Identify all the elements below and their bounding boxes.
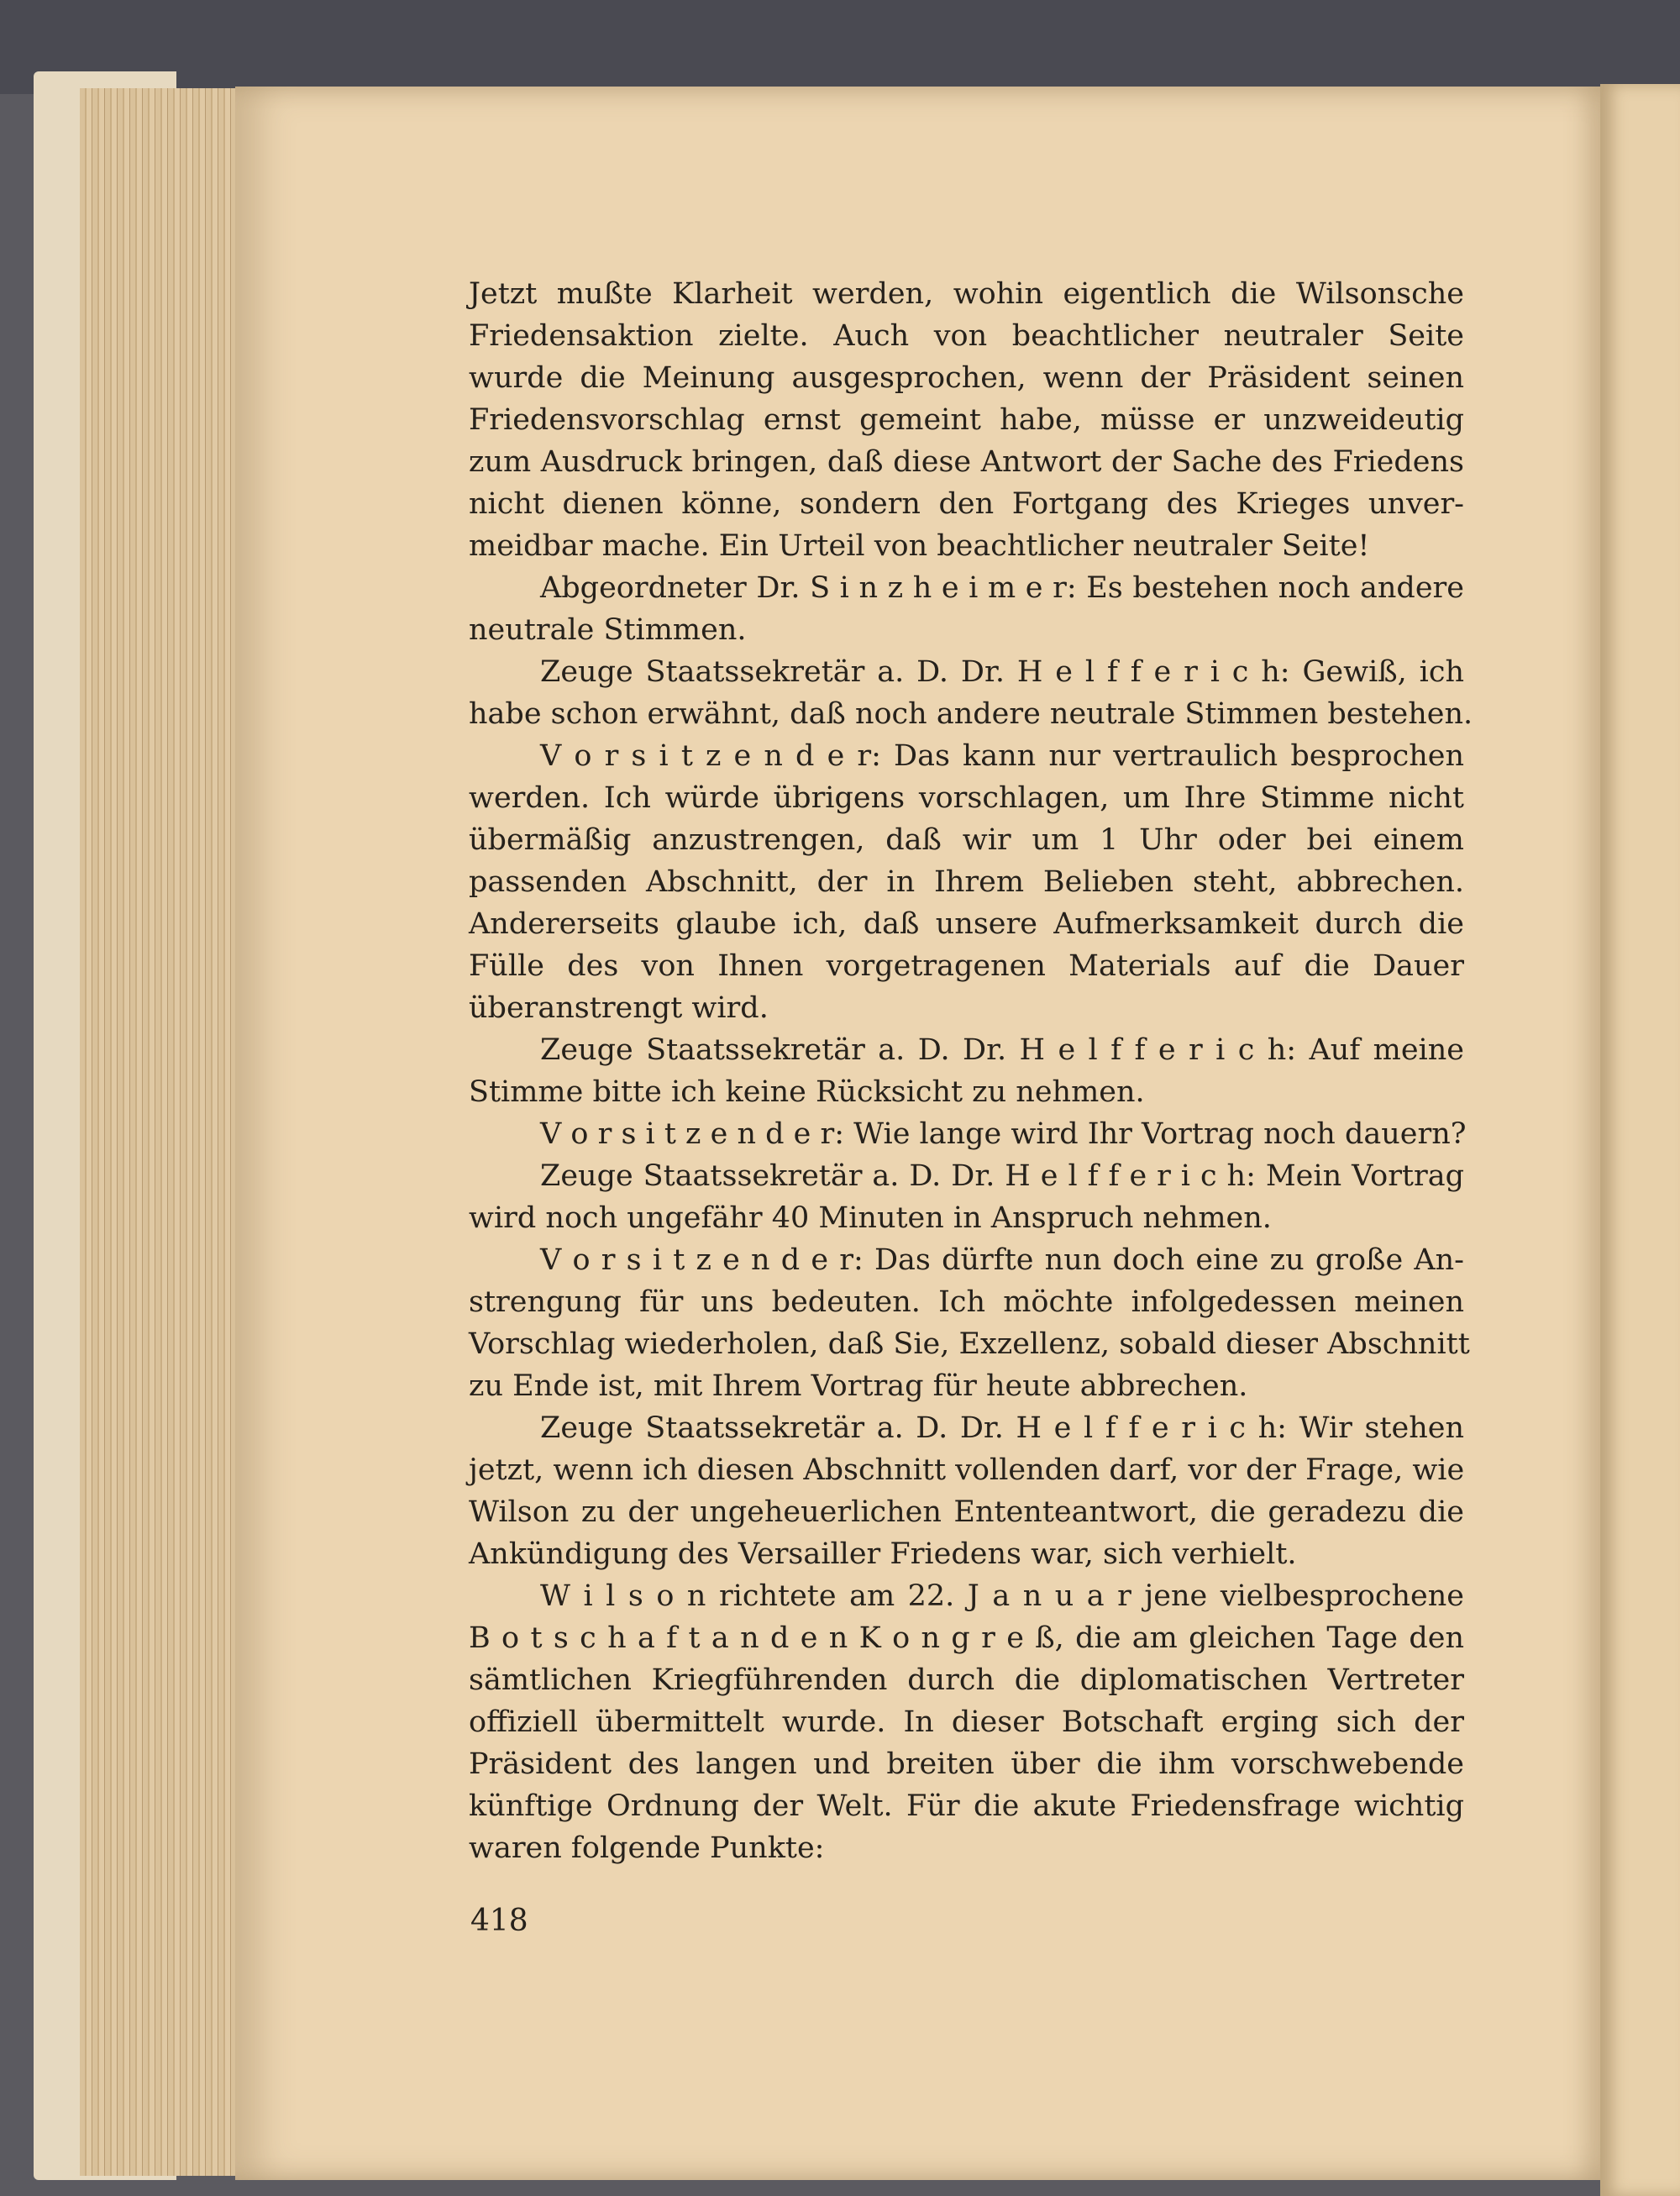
text-line: V o r s i t z e n d e r: Wie lange wird Ihr Vortrag noch dauern? bbox=[540, 1117, 1467, 1151]
text-line: passenden Abschnitt, der in Ihrem Belieben steht, abbrechen. bbox=[469, 865, 1464, 899]
text-line: strengung für uns bedeuten. Ich möchte infolgedessen meinen bbox=[469, 1285, 1464, 1319]
text-line: Jetzt mußte Klarheit werden, wohin eigentlich die Wilsonsche bbox=[469, 277, 1464, 311]
text-line: Wilson zu der ungeheuerlichen Ententeantwort, die geradezu die bbox=[469, 1495, 1464, 1529]
text-line: offiziell übermittelt wurde. In dieser Botschaft erging sich der bbox=[469, 1705, 1464, 1739]
text-line: W i l s o n richtete am 22. J a n u a r jene vielbesprochene bbox=[540, 1579, 1464, 1613]
text-line: V o r s i t z e n d e r: Das dürfte nun doch eine zu große An- bbox=[540, 1243, 1464, 1277]
text-line: Zeuge Staatssekretär a. D. Dr. H e l f f e r i c h: Mein Vortrag bbox=[540, 1159, 1464, 1193]
text-line: jetzt, wenn ich diesen Abschnitt vollenden darf, vor der Frage, wie bbox=[469, 1453, 1465, 1487]
text-line: zum Ausdruck bringen, daß diese Antwort der Sache des Friedens bbox=[469, 445, 1464, 479]
text-line: meidbar mache. Ein Urteil von beachtlicher neutraler Seite! bbox=[469, 529, 1370, 563]
text-line: Abgeordneter Dr. S i n z h e i m e r: Es bestehen noch andere bbox=[540, 571, 1464, 605]
text-line: übermäßig anzustrengen, daß wir um 1 Uhr oder bei einem bbox=[469, 823, 1464, 857]
text-line: Friedensvorschlag ernst gemeint habe, müsse er unzweideutig bbox=[469, 403, 1464, 437]
text-line: überanstrengt wird. bbox=[469, 991, 769, 1025]
text-line: Zeuge Staatssekretär a. D. Dr. H e l f f e r i c h: Gewiß, ich bbox=[540, 655, 1464, 689]
text-line: wird noch ungefähr 40 Minuten in Anspruch nehmen. bbox=[469, 1201, 1272, 1235]
text-line: sämtlichen Kriegführenden durch die diplomatischen Vertreter bbox=[469, 1663, 1464, 1697]
text-line: werden. Ich würde übrigens vorschlagen, um Ihre Stimme nicht bbox=[469, 781, 1464, 815]
book-cover-background bbox=[0, 0, 1680, 94]
text-line: Fülle des von Ihnen vorgetragenen Materials auf die Dauer bbox=[469, 949, 1464, 983]
text-line: waren folgende Punkte: bbox=[469, 1831, 825, 1865]
text-line: künftige Ordnung der Welt. Für die akute Friedensfrage wichtig bbox=[469, 1789, 1464, 1823]
text-line: nicht dienen könne, sondern den Fortgang des Krieges unver- bbox=[469, 487, 1464, 521]
text-line: wurde die Meinung ausgesprochen, wenn der Präsident seinen bbox=[469, 361, 1464, 395]
text-line: Friedensaktion zielte. Auch von beachtlicher neutraler Seite bbox=[469, 319, 1464, 353]
page-number: 418 bbox=[470, 1904, 528, 1938]
page-stack bbox=[80, 88, 248, 2176]
text-line: Zeuge Staatssekretär a. D. Dr. H e l f f e r i c h: Auf meine bbox=[540, 1033, 1464, 1067]
text-line: neutrale Stimmen. bbox=[469, 613, 747, 647]
text-line: V o r s i t z e n d e r: Das kann nur vertraulich besprochen bbox=[540, 739, 1464, 773]
text-line: Andererseits glaube ich, daß unsere Aufmerksamkeit durch die bbox=[469, 907, 1464, 941]
text-line: Ankündigung des Versailler Friedens war, sich verhielt. bbox=[469, 1537, 1297, 1571]
text-line: zu Ende ist, mit Ihrem Vortrag für heute abbrechen. bbox=[469, 1369, 1248, 1403]
page-body-text bbox=[469, 273, 1473, 1869]
facing-page-edge bbox=[1600, 84, 1680, 2196]
text-line: Vorschlag wiederholen, daß Sie, Exzellenz, sobald dieser Abschnitt bbox=[469, 1327, 1470, 1361]
text-line: Zeuge Staatssekretär a. D. Dr. H e l f f e r i c h: Wir stehen bbox=[540, 1411, 1464, 1445]
text-line: habe schon erwähnt, daß noch andere neutrale Stimmen bestehen. bbox=[469, 697, 1473, 731]
text-line: B o t s c h a f t a n d e n K o n g r e ß, die am gleichen Tage den bbox=[469, 1621, 1464, 1655]
text-line: Stimme bitte ich keine Rücksicht zu nehmen. bbox=[469, 1075, 1145, 1109]
text-line: Präsident des langen und breiten über die ihm vorschwebende bbox=[469, 1747, 1464, 1781]
